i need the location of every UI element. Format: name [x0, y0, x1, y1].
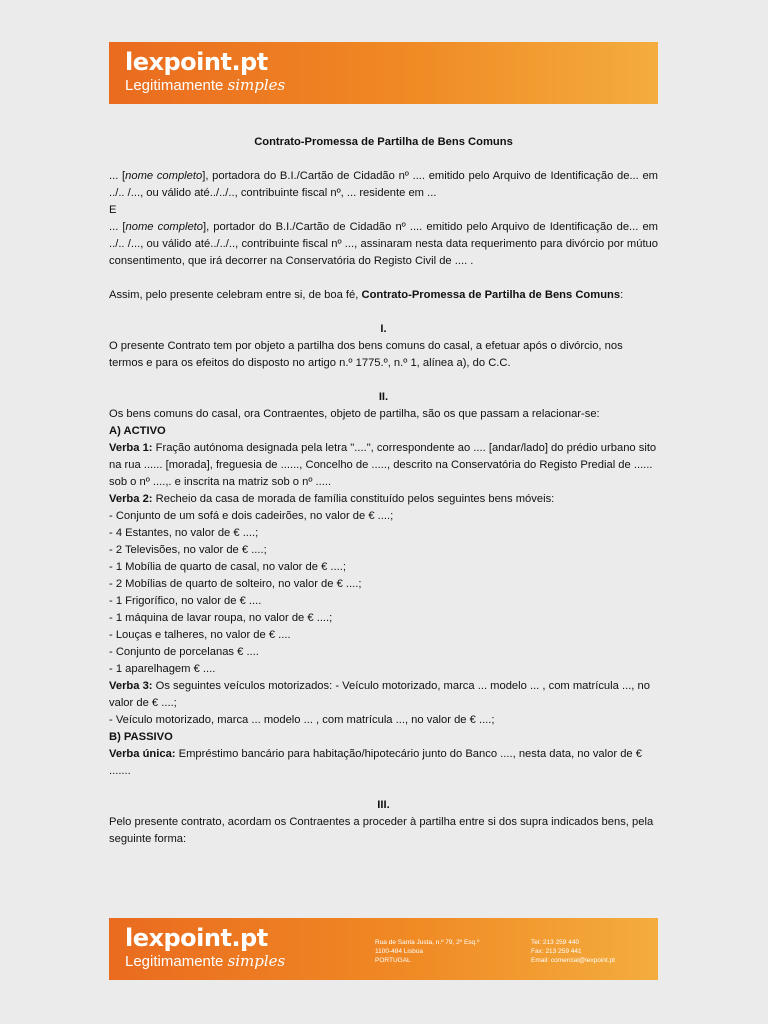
section-1-heading: I.: [380, 323, 387, 335]
footer-contact: [531, 938, 615, 965]
header-banner: [109, 42, 658, 104]
brand-name: lexpoint.pt: [125, 924, 268, 952]
list-item: - 4 Estantes, no valor de € ....;: [109, 527, 259, 539]
brand-tagline: Legitimamente simples: [125, 952, 286, 970]
party-1-paragraph: ... [nome completo], portadora do B.I./Cartão de Cidadão nº .... emitido pelo Arquivo de Identificação de... em ../.. /..., ou válido até../../.., contribuinte fiscal nº, ... residente em ...: [109, 170, 659, 199]
verba-1: Verba 1: Fração autónoma designada pela letra "....", correspondente ao .... [andar/lado] do prédio urbano sito na rua ...... [morada], freguesia de ......, Concelho de ....., descrito na Conservatória do Registo Predial de ...... sob o nº ....,. e inscrita na matriz sob o nº .....: [109, 442, 657, 488]
document-title: Contrato-Promessa de Partilha de Bens Comuns: [254, 136, 513, 148]
verba-3-vehicle-2: - Veículo motorizado, marca ... modelo ... , com matrícula ..., no valor de € ....;: [109, 714, 495, 726]
section-1-text: O presente Contrato tem por objeto a partilha dos bens comuns do casal, a efetuar após o divórcio, nos termos e para os efeitos do disposto no artigo n.º 1775.º, n.º 1, alínea a), do C.C.: [109, 340, 623, 369]
list-item: - 1 aparelhagem € ....: [109, 663, 216, 675]
list-item: - 2 Mobílias de quarto de solteiro, no valor de € ....;: [109, 578, 362, 590]
section-3-heading: III.: [377, 799, 390, 811]
list-item: - 2 Televisões, no valor de € ....;: [109, 544, 267, 556]
party-2-paragraph: ... [nome completo], portador do B.I./Cartão de Cidadão nº .... emitido pelo Arquivo de Identificação de... em ../.. /..., ou válido até../../.., contribuinte fiscal nº ..., assinaram nesta data requerimento para divórcio por mútuo consentimento, que irá decorrer na Conservatória do Registo Civil de .... .: [109, 221, 658, 267]
brand-logo[interactable]: [125, 48, 285, 95]
brand-tagline: Legitimamente simples: [125, 76, 286, 94]
footer-email[interactable]: Email: comercial@lexpoint.pt: [531, 957, 615, 964]
brand-name: lexpoint.pt: [125, 48, 268, 76]
list-item: - Conjunto de porcelanas € ....: [109, 646, 259, 658]
verba-2: Verba 2: Recheio da casa de morada de família constituído pelos seguintes bens móveis:: [109, 493, 555, 505]
footer-phone: Tel: 213 259 440: [531, 939, 580, 946]
section-3-text: Pelo presente contrato, acordam os Contraentes a proceder à partilha entre si dos supra indicados bens, pela seguinte forma:: [109, 816, 654, 845]
footer-fax: Fax: 213 259 441: [531, 948, 582, 955]
list-item: - 1 Mobília de quarto de casal, no valor de € ....;: [109, 561, 346, 573]
passivo-heading: B) PASSIVO: [109, 731, 173, 743]
section-2-heading: II.: [378, 391, 389, 403]
document-body: [109, 134, 658, 848]
verba-3: Verba 3: Os seguintes veículos motorizados: - Veículo motorizado, marca ... modelo ... , com matrícula ..., no valor de € ....;: [109, 680, 650, 709]
list-item: - Louças e talheres, no valor de € ....: [109, 629, 291, 641]
activo-heading: A) ACTIVO: [109, 425, 166, 437]
footer-banner: [109, 918, 658, 980]
list-item: - 1 máquina de lavar roupa, no valor de € ....;: [109, 612, 333, 624]
intro-paragraph: Assim, pelo presente celebram entre si, de boa fé, Contrato-Promessa de Partilha de Bens Comuns:: [109, 289, 624, 301]
verba-unica: Verba única: Empréstimo bancário para habitação/hipotecário junto do Banco ...., nesta data, no valor de € .......: [109, 748, 642, 777]
section-2-intro: Os bens comuns do casal, ora Contraentes, objeto de partilha, são os que passam a relacionar-se:: [109, 408, 600, 420]
list-item: - 1 Frigorífico, no valor de € ....: [109, 595, 262, 607]
footer-brand-logo[interactable]: [125, 924, 285, 971]
list-item: - Conjunto de um sofá e dois cadeirões, no valor de € ....;: [109, 510, 394, 522]
conjunction: E: [109, 204, 117, 216]
footer-address: Rua de Santa Justa, n.º 79, 2º Esq.º 1100-484 Lisboa PORTUGAL: [375, 939, 480, 964]
